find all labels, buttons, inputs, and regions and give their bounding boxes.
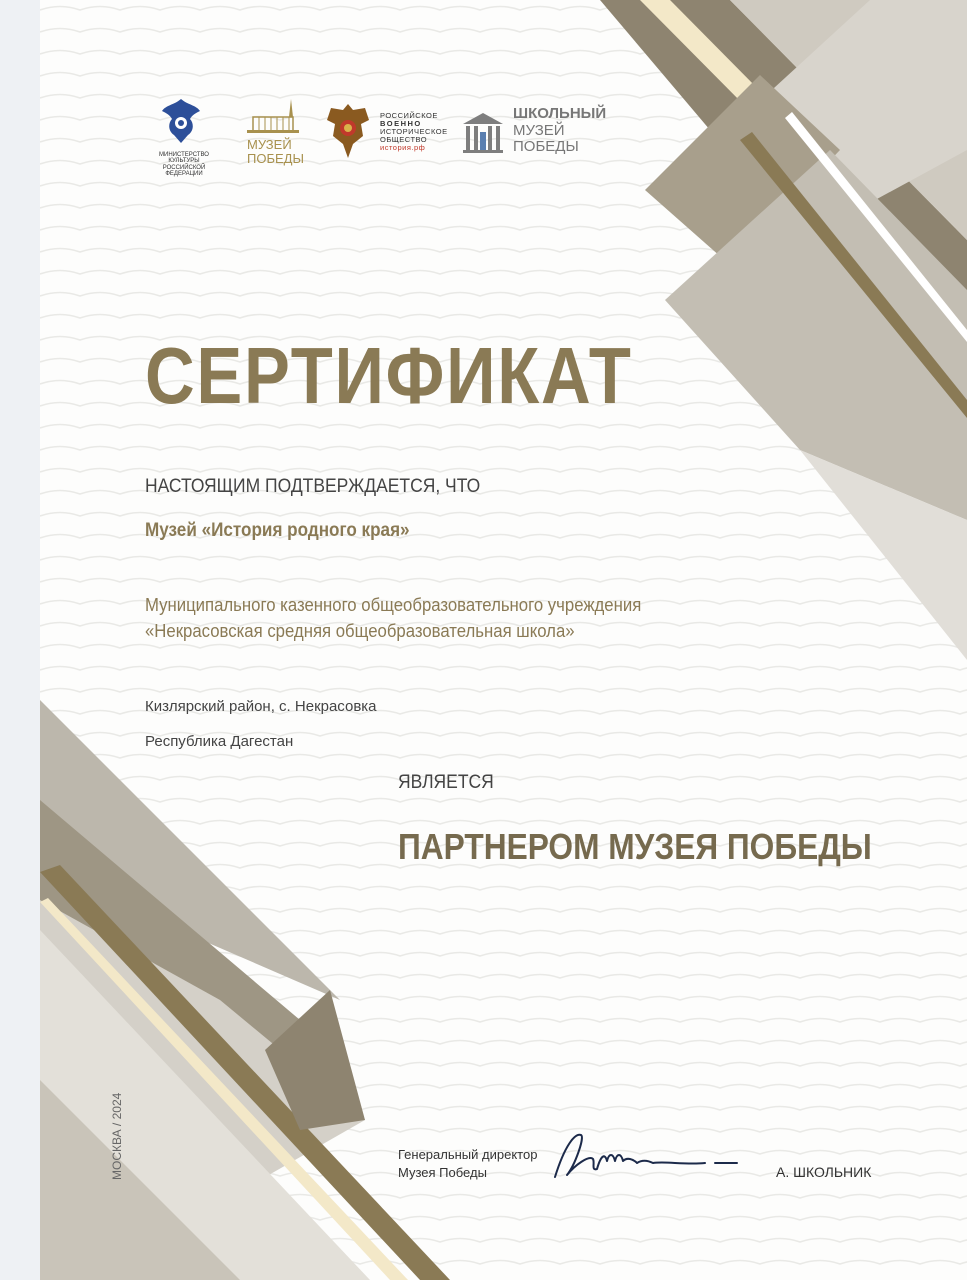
rvio-line1: РОССИЙСКОЕ [380,111,438,120]
museum-logo-line2: ПОБЕДЫ [247,150,304,166]
partner-status: ПАРТНЕРОМ МУЗЕЯ ПОБЕДЫ [398,826,872,867]
ministry-line1: МИНИСТЕРСТВО КУЛЬТУРЫ [159,152,209,165]
confirmation-text: НАСТОЯЩИМ ПОДТВЕРЖДАЕТСЯ, ЧТО [145,476,481,497]
handwritten-signature-icon [545,1125,745,1185]
rvio-eagle-emblem-icon [323,100,373,162]
school-museum-line1: ШКОЛЬНЫЙ [513,105,607,122]
certificate-title: СЕРТИФИКАТ [145,331,633,420]
museum-victory-logo-icon [245,97,301,137]
school-museum-building-icon [460,110,506,156]
rvio-logo-text [380,112,448,151]
signer-name: А. ШКОЛЬНИК [776,1164,872,1180]
museum-logo-line1: МУЗЕЙ [247,137,292,152]
museum-logo-text [247,138,304,165]
certificate-paper [40,0,967,1280]
city-year-text: МОСКВА / 2024 [110,1092,124,1180]
left-margin-strip [0,0,40,1280]
school-museum-logo-text [513,106,606,156]
district-text: Кизлярский район, с. Некрасовка [145,698,377,715]
rvio-line2: ВОЕННО [380,118,422,128]
organization-line2: «Некрасовская средняя общеобразовательная школа» [145,621,575,641]
ministry-emblem-icon [156,95,206,147]
school-museum-line2: МУЗЕЙ [513,121,565,139]
school-museum-line3: ПОБЕДЫ [513,138,579,155]
organization-line1: Муниципального казенного общеобразовательного учреждения [145,595,642,615]
ministry-logo-text [144,152,224,177]
rvio-line4: ОБЩЕСТВО [380,134,428,144]
ministry-line2: РОССИЙСКОЙ ФЕДЕРАЦИИ [162,164,206,177]
signer-title-line1: Генеральный директор [398,1147,538,1162]
signer-title-line2: Музея Победы [398,1165,487,1180]
republic-text: Республика Дагестан [145,733,294,750]
rvio-site: история.рф [380,142,426,152]
is-text: ЯВЛЯЕТСЯ [398,772,494,793]
rvio-line3: ИСТОРИЧЕСКОЕ [380,126,448,136]
museum-name: Музей «История родного края» [145,520,410,541]
